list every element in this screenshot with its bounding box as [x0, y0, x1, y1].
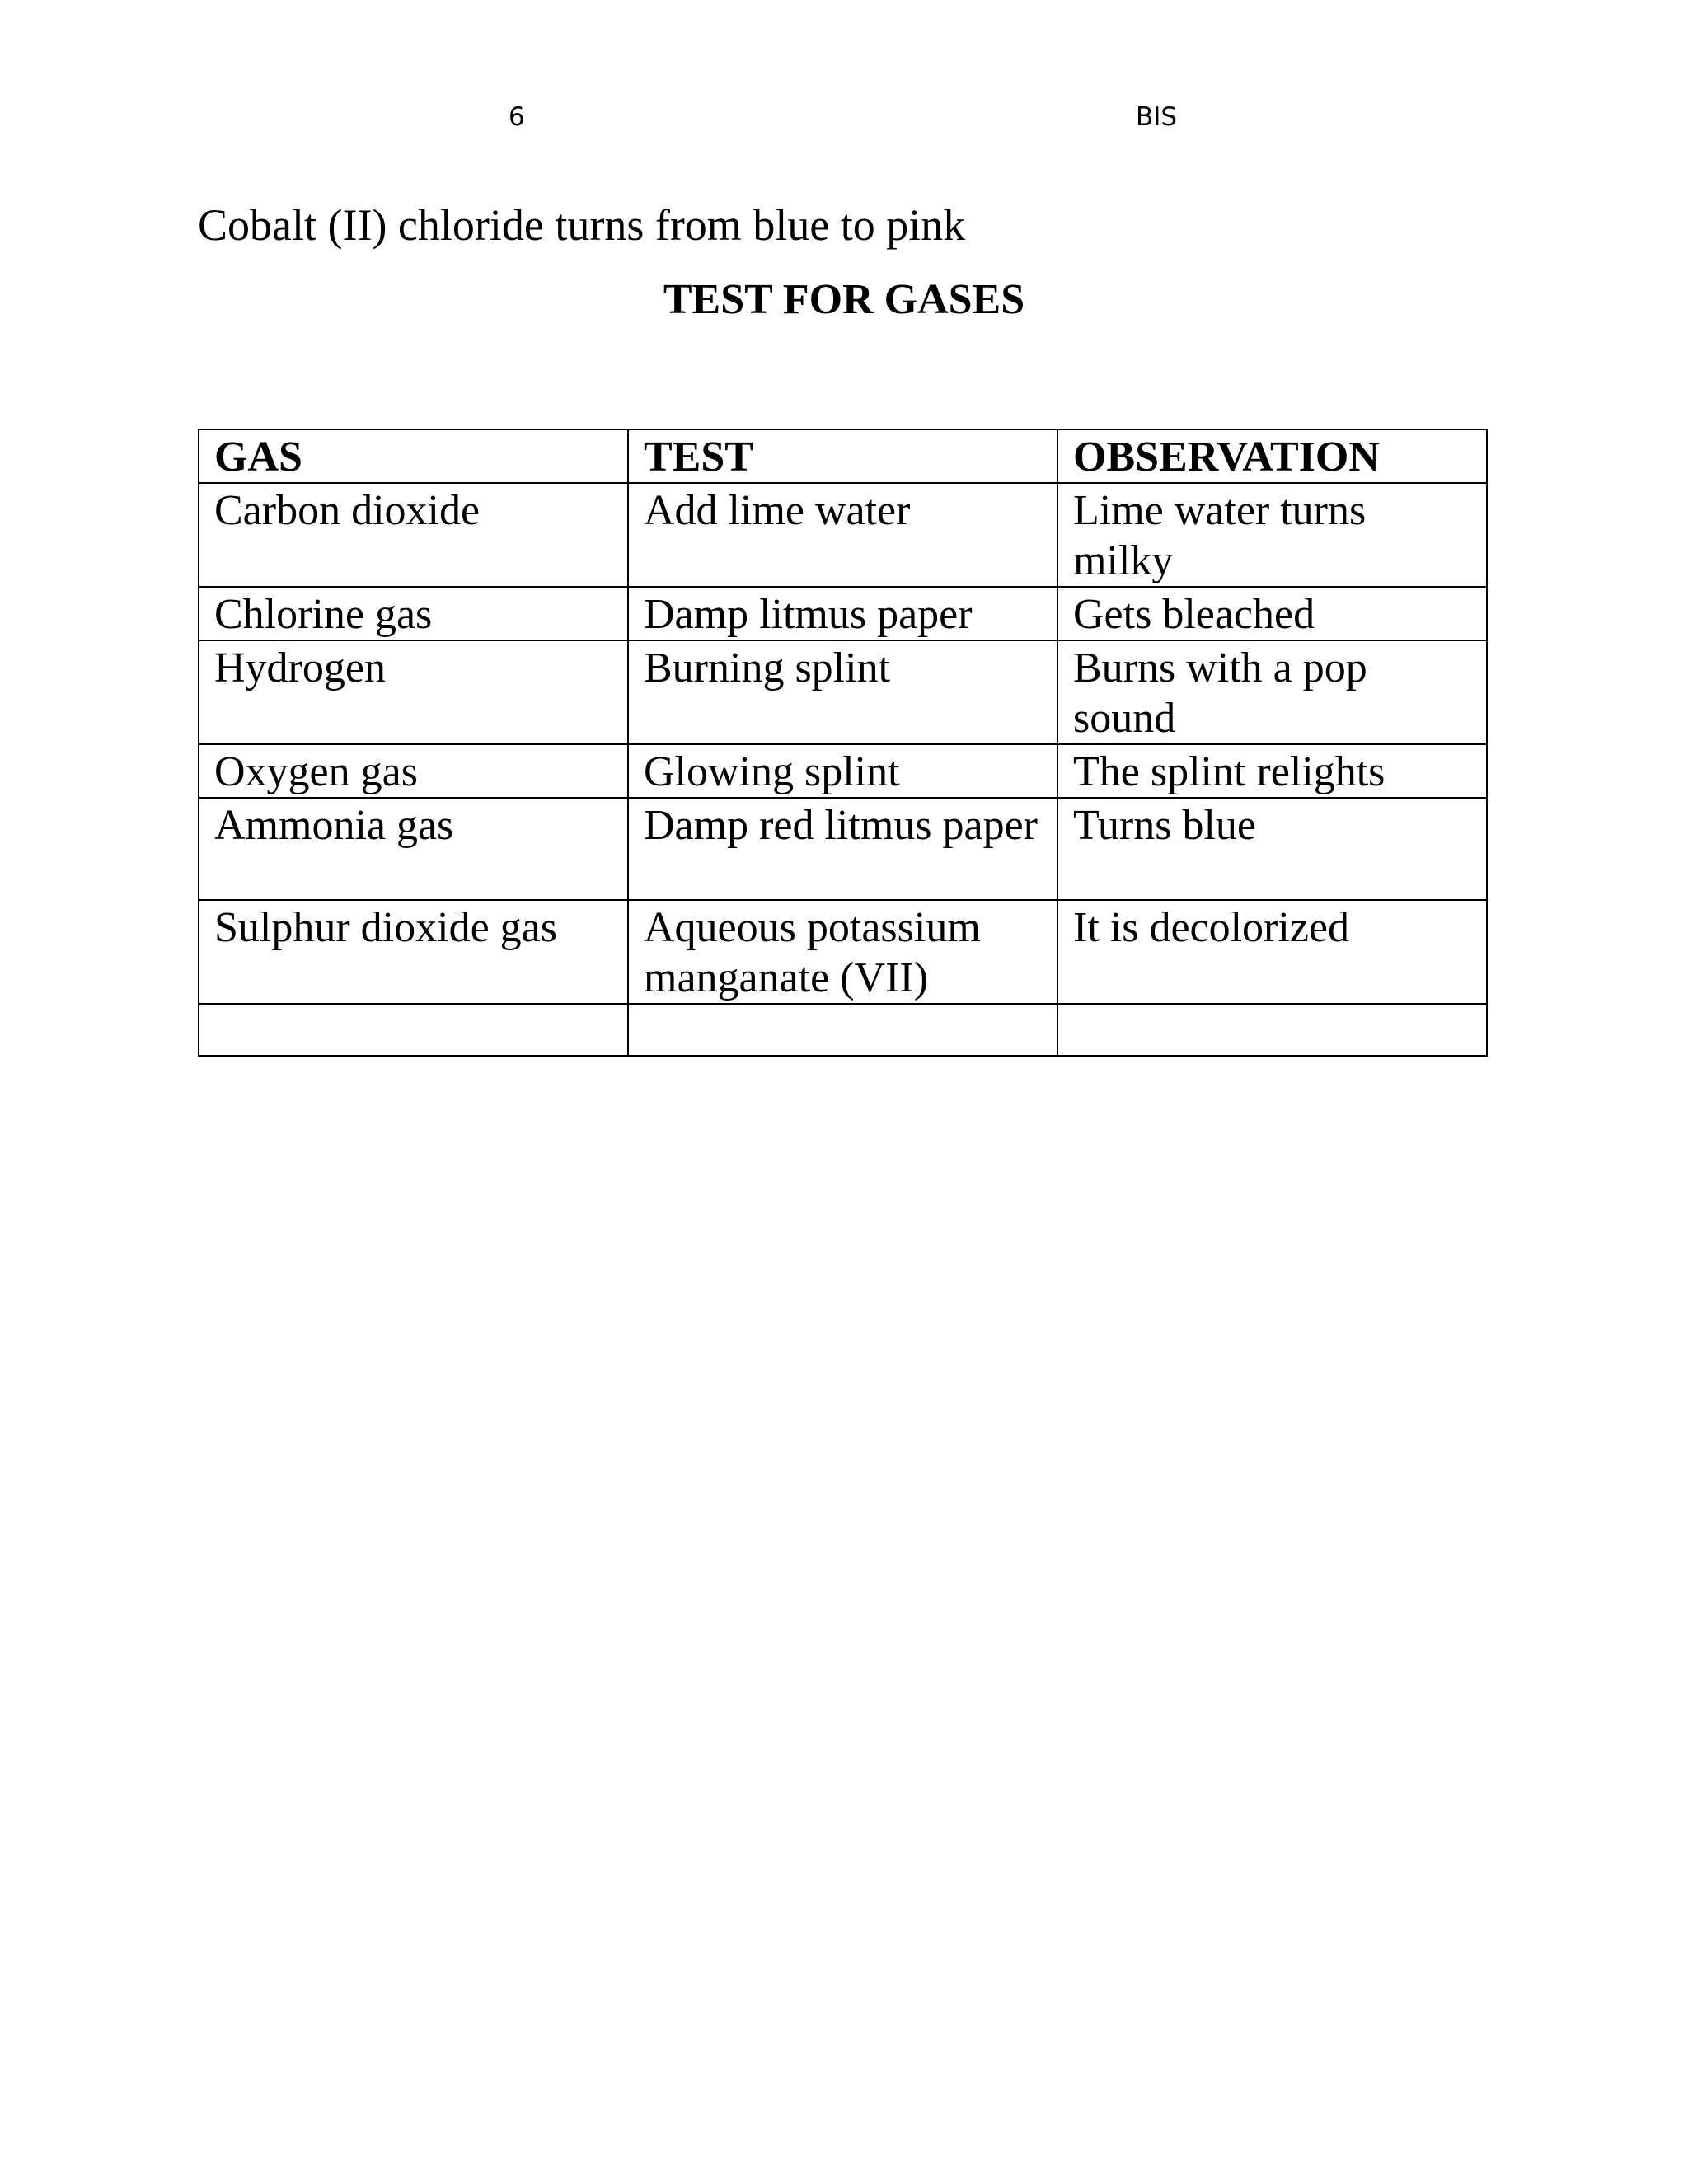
- table-row: [199, 744, 1487, 798]
- cell-gas: Carbon dioxide: [199, 483, 628, 587]
- cell-test: Damp red litmus paper: [628, 798, 1057, 900]
- cell-observation: Turns blue: [1057, 798, 1487, 900]
- page-number: 6: [509, 102, 525, 132]
- cell-observation: The splint relights: [1057, 744, 1487, 798]
- cell-observation: [1057, 1004, 1487, 1056]
- cell-test: Burning splint: [628, 640, 1057, 744]
- intro-line: Cobalt (II) chloride turns from blue to pink: [198, 200, 966, 250]
- column-header-gas: GAS: [199, 429, 628, 483]
- cell-gas: Oxygen gas: [199, 744, 628, 798]
- table-row: [199, 640, 1487, 744]
- column-header-test: TEST: [628, 429, 1057, 483]
- gas-test-table: [198, 429, 1488, 1057]
- cell-test: Add lime water: [628, 483, 1057, 587]
- cell-gas: Sulphur dioxide gas: [199, 900, 628, 1004]
- table-row-empty: [199, 1004, 1487, 1056]
- cell-test: Glowing splint: [628, 744, 1057, 798]
- cell-gas: Chlorine gas: [199, 587, 628, 640]
- cell-observation: Burns with a pop sound: [1057, 640, 1487, 744]
- cell-observation: It is decolorized: [1057, 900, 1487, 1004]
- cell-test: Damp litmus paper: [628, 587, 1057, 640]
- table-row: [199, 900, 1487, 1004]
- table-row: [199, 587, 1487, 640]
- cell-test: Aqueous potassium manganate (VII): [628, 900, 1057, 1004]
- cell-gas: Hydrogen: [199, 640, 628, 744]
- cell-gas: Ammonia gas: [199, 798, 628, 900]
- table-row: [199, 483, 1487, 587]
- cell-gas: [199, 1004, 628, 1056]
- cell-observation: Lime water turns milky: [1057, 483, 1487, 587]
- table-header-row: [199, 429, 1487, 483]
- table-row: [199, 798, 1487, 900]
- cell-observation: Gets bleached: [1057, 587, 1487, 640]
- cell-test: [628, 1004, 1057, 1056]
- column-header-observation: OBSERVATION: [1057, 429, 1487, 483]
- section-title: TEST FOR GASES: [663, 276, 1025, 323]
- header-label: BIS: [1136, 102, 1178, 132]
